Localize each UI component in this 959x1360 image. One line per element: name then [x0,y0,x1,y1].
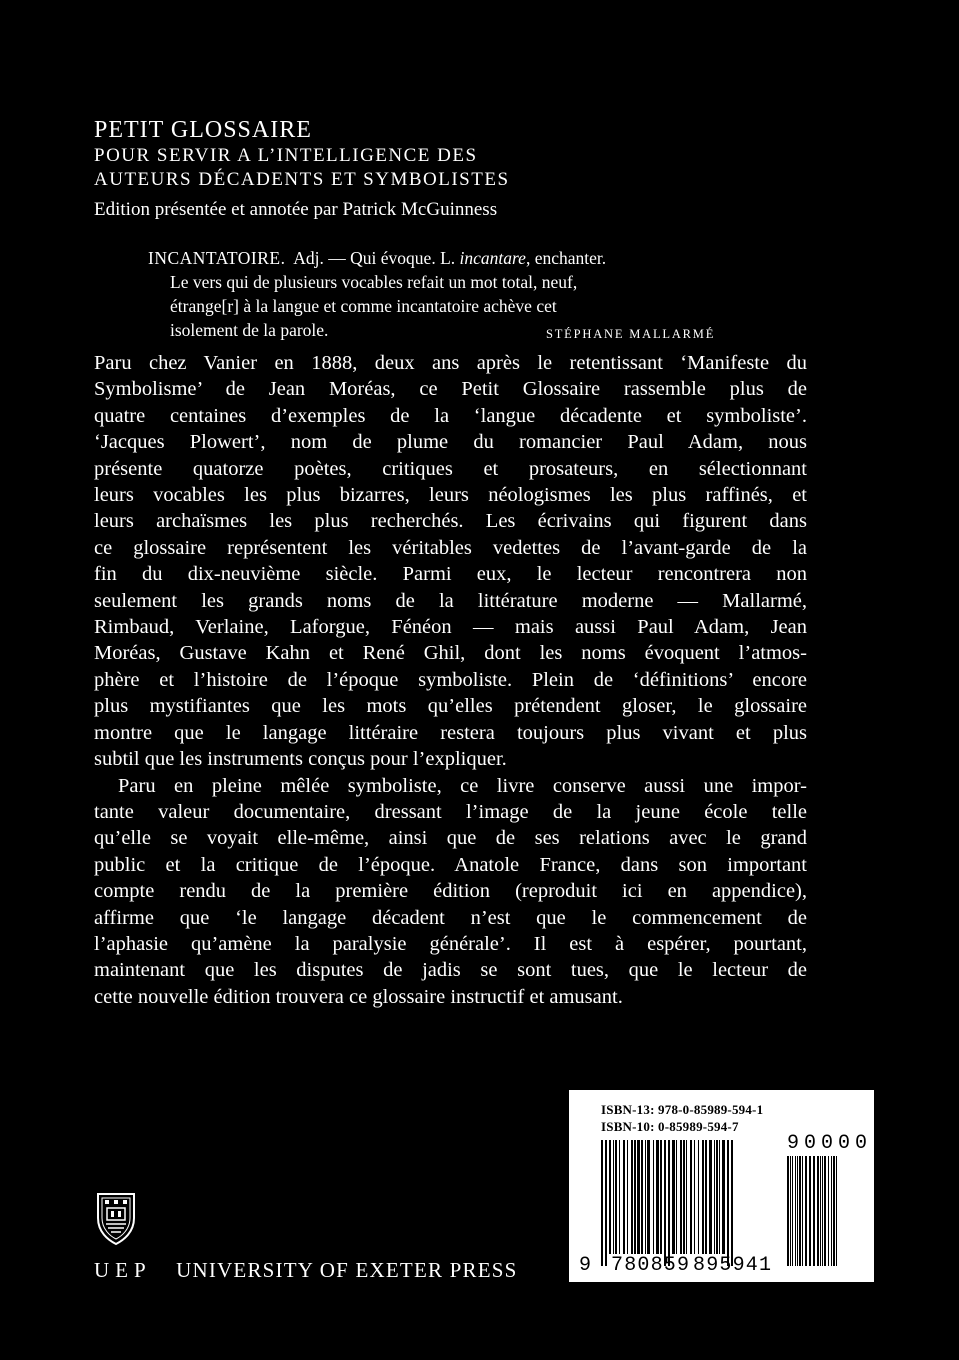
university-crest-icon [94,1190,138,1246]
barcode-addon-bar [792,1156,793,1266]
blurb-paragraph-1 [94,350,807,773]
barcode-bar [690,1140,692,1254]
barcode-bar [634,1140,636,1254]
text-line: l’aphasie qu’amène la paralysie générale’. Il est à espérer, pourtant, [94,932,807,955]
publisher-name: UNIVERSITY OF EXETER PRESS [176,1258,518,1282]
epigraph-headword: INCANTATOIRE. [148,248,286,268]
epigraph-etymon: incantare [459,248,526,268]
epigraph-author: STÉPHANE MALLARMÉ [546,327,716,341]
barcode-guard-bar [664,1140,666,1266]
barcode-addon-bar [817,1156,819,1266]
text-line: Symbolisme’ de Jean Moréas, ce Petit Glossaire rassemble plus de [94,378,807,401]
edition-credit: Edition présentée et annotée par Patrick McGuinness [94,199,498,220]
barcode-addon-bar [822,1156,823,1266]
barcode-bar [686,1140,687,1254]
text-line: Moréas, Gustave Kahn et René Ghil, dont les noms évoquent l’atmos- [94,642,807,665]
text-line: leurs vocables les plus bizarres, leurs néologismes les plus raffinés, et [94,484,807,507]
publisher-initials: UEP [94,1258,152,1282]
epigraph-quote-line: étrange[r] à la langue et comme incantatoire achève cet [170,296,557,316]
barcode-bar [698,1140,699,1254]
barcode-bar [645,1140,646,1254]
barcode-bar [637,1140,640,1254]
epigraph-quote-last-line [170,318,788,342]
book-title: PETIT GLOSSAIRE [94,117,312,143]
barcode-first-digit: 9 [579,1254,592,1277]
barcode-guard-bar [731,1140,733,1266]
barcode-bar [709,1140,712,1254]
barcode-addon-bar [795,1156,796,1266]
barcode-bar [680,1140,682,1254]
barcode-bar [722,1140,725,1254]
barcode-addon-bar [797,1156,798,1266]
text-line: maintenant que les disputes de jadis se sont tues, que le lecteur de [94,959,807,982]
barcode-bar [619,1140,620,1254]
barcode-bar [647,1140,650,1254]
epigraph-pos: Adj. [293,248,324,268]
text-line: Paru en pleine mêlée symboliste, ce livre conserve aussi une impor- [118,774,807,797]
barcode-bar [714,1140,715,1254]
text-line: qu’elle se voyait elle-même, ainsi que de ses relations avec le grand [94,827,807,850]
title-block [94,116,794,222]
barcode-guard-bar [601,1140,603,1266]
epigraph-quote [148,270,788,342]
text-line: compte rendu de la première édition (reproduit ici en appendice), [94,880,807,903]
barcode-bar [623,1140,625,1254]
text-line: Paru chez Vanier en 1888, deux ans après le retentissant ‘Manifeste du [94,352,807,374]
text-line: plus mystifiantes que les mots qu’elles prétendent gloser, le glossaire [94,695,807,718]
text-line: ce glossaire représentent les véritables vedettes de l’avant-garde de la [94,536,807,559]
barcode-addon-bar [805,1156,807,1266]
barcode-addon-bar [833,1156,835,1266]
barcode-bar [705,1140,707,1254]
text-line: phère et l’histoire de l’époque symboliste. Plein de ‘définitions’ encore [94,668,807,691]
barcode-bar [609,1140,611,1254]
barcode-bar [660,1140,662,1254]
barcode-guard-bar [605,1140,607,1266]
publisher-imprint [94,1258,518,1283]
barcode-addon-bar [820,1156,821,1266]
book-subtitle-line-2: AUTEURS DÉCADENTS ET SYMBOLISTES [94,169,510,190]
barcode-bar [613,1140,614,1254]
barcode-addon-bar [824,1156,826,1266]
barcode-bar [615,1140,617,1254]
text-line: fin du dix-neuvième siècle. Parmi eux, le lecteur rencontrera non [94,563,807,586]
barcode-bar [653,1140,654,1254]
barcode-addon-bar [787,1156,789,1266]
barcode-bar [702,1140,704,1254]
text-line: présente quatorze poètes, critiques et prosateurs, en sélectionnant [94,457,807,480]
text-line: cette nouvelle édition trouvera ce glossaire instructif et amusant. [94,985,623,1008]
text-line: leurs archaïsmes les plus recherchés. Les écrivains qui figurent dans [94,510,807,533]
epigraph-definition: — Qui évoque. L. [328,248,456,268]
text-line: ‘Jacques Plowert’, nom de plume du romancier Paul Adam, nous [94,431,807,454]
barcode-right-digits: 895941 [693,1254,773,1277]
blurb-text [94,350,807,1010]
barcode-addon-bar [813,1156,815,1266]
text-line: montre que le langage littéraire restera toujours plus vivant et plus [94,721,807,744]
barcode-guard-bar [668,1140,670,1266]
barcode-bar [631,1140,633,1254]
text-line: public et la critique de l’époque. Anatole France, dans son important [94,853,807,876]
epigraph [148,246,788,342]
barcode-addon-bar [828,1156,829,1266]
text-line: affirme que ‘le langage décadent n’est que le commencement de [94,906,807,929]
barcode-addon-bar [802,1156,803,1266]
epigraph-gloss: , enchanter. [525,248,607,268]
barcode-addon-bar [809,1156,811,1266]
barcode-addon-bar [799,1156,801,1266]
barcode-addon-bar [836,1156,837,1266]
barcode-bar [716,1140,718,1254]
text-line: Rimbaud, Verlaine, Laforgue, Fénéon — mais aussi Paul Adam, Jean [94,616,807,639]
barcode-bar [676,1140,677,1254]
text-line: subtil que les instruments conçus pour l’expliquer. [94,748,507,771]
barcode-bar [694,1140,695,1254]
price-code: 90000 [787,1132,873,1155]
barcode-addon-bar [831,1156,832,1266]
text-line: tante valeur documentaire, dressant l’image de la jeune école telle [94,800,807,823]
text-line: quatre centaines d’exemples de la ‘langue décadente et symboliste’. [94,404,807,427]
barcode-bar [719,1140,720,1254]
barcode-panel [569,1090,874,1282]
barcode-addon-bar [790,1156,791,1266]
barcode-bar [627,1140,628,1254]
text-line: seulement les grands noms de la littérature moderne — Mallarmé, [94,589,807,612]
epigraph-quote-line: Le vers qui de plusieurs vocables refait un mot total, neuf, [170,272,578,292]
isbn-10: ISBN-10: 0-85989-594-7 [601,1119,739,1134]
barcode-guard-bar [727,1140,729,1266]
barcode-bar [672,1140,675,1254]
isbn-13: ISBN-13: 978-0-85989-594-1 [601,1102,764,1117]
book-subtitle-line-1: POUR SERVIR A L’INTELLIGENCE DES [94,145,478,166]
barcode-bar [656,1140,659,1254]
barcode-bar [641,1140,643,1254]
barcode-bar [683,1140,685,1254]
blurb-paragraph-2 [94,773,807,1011]
epigraph-entry [148,246,788,270]
epigraph-quote-line: isolement de la parole. [170,320,329,340]
barcode-left-digits: 780859 [611,1254,691,1277]
